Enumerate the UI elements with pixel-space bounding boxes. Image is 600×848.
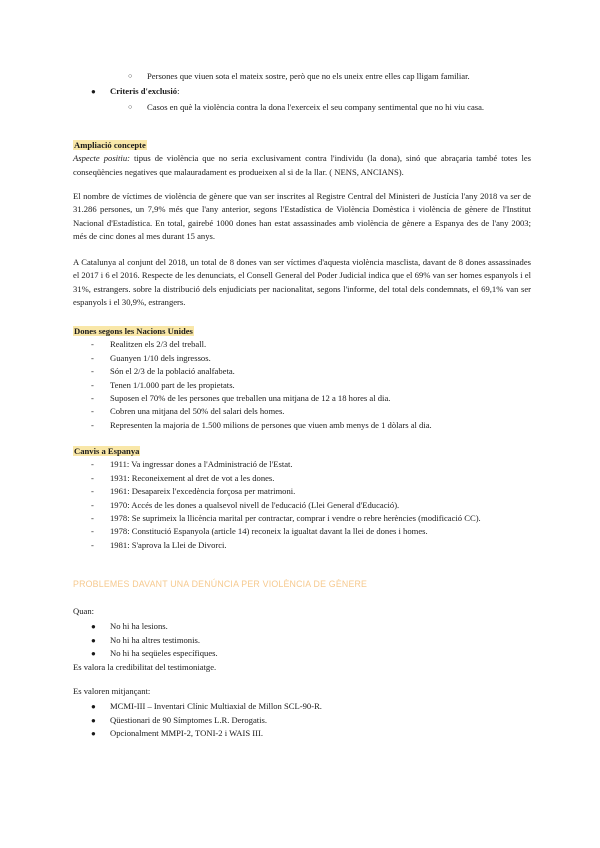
list-item (73, 499, 531, 512)
list-item (73, 512, 531, 525)
bullet-icon: ● (91, 622, 96, 632)
list-item (73, 405, 531, 418)
dash-icon: - (91, 459, 94, 470)
dash-icon: - (91, 406, 94, 417)
list-item (73, 472, 531, 485)
list-item (73, 392, 531, 405)
list-item-text: Tenen 1/1.000 part de les propietats. (110, 379, 235, 390)
bullet-icon: ● (91, 635, 96, 645)
canvis-list (73, 458, 531, 552)
list-item-text: 1978: Se suprimeix la llicència marital per contractar, comprar i vendre o rebre herències (modificació CC). (110, 513, 481, 524)
colon: : (177, 86, 180, 97)
list-item-text: 1911: Va ingressar dones a l'Administració de l'Estat. (110, 459, 293, 470)
list-item (73, 620, 531, 633)
nacions-list (73, 338, 531, 432)
list-item (73, 85, 531, 98)
list-item-text: Guanyen 1/10 dels ingressos. (110, 352, 211, 363)
list-item (73, 70, 531, 83)
list-item-text: Persones que viuen sota el mateix sostre, però que no els uneix entre elles cap lligam familiar. (147, 71, 470, 81)
list-item (73, 700, 531, 713)
section-heading: PROBLEMES DAVANT UNA DENÚNCIA PER VIOLÈNCIA DE GÈNERE (73, 579, 368, 589)
list-item (73, 338, 531, 351)
list-item-text: 1931: Reconeixement al dret de vot a les dones. (110, 472, 275, 483)
aspect-text: tipus de violència que no seria exclusivament contra l'individu (la dona), sinó que abraçaria també totes les conseqüències negatives que malauradament es produeixen al si de la llar. ( NENS, ANCIANS). (73, 153, 531, 177)
bullet-icon: ● (91, 87, 96, 97)
exclusion-label: Criteris d'exclusió (110, 86, 178, 97)
list-item-text: 1961: Desapareix l'excedència forçosa per matrimoni. (110, 486, 296, 497)
section-heading: Dones segons les Nacions Unides (74, 326, 193, 336)
quan-label: Quan: (73, 606, 95, 616)
list-item-text: Cobren una mitjana del 50% del salari dels homes. (110, 406, 285, 417)
paragraph: A Catalunya al conjunt del 2018, un total de 8 dones van ser víctimes d'aquesta violència masclista, davant de 8 dones assassinades el 2017 i 6 el 2016. Respecte de les denunciats, el Consell General del Poder Judicial indica que el 69% van ser homes espanyols i el 31%, estrangers. sobre la distribució dels enjudiciats per nacionalitat, segons l'informe, del total dels condemnats, el 69,1% van ser espanyols i el 30,9%, estrangers. (73, 257, 531, 308)
list-item (73, 485, 531, 498)
valoren-label: Es valoren mitjançant: (73, 686, 151, 696)
list-item-text: 1981: S'aprova la Llei de Divorci. (110, 539, 227, 550)
list-item (73, 365, 531, 378)
statistics-paragraph (73, 190, 531, 244)
dash-icon: - (91, 393, 94, 404)
list-item-text: No hi ha altres testimonis. (110, 634, 200, 645)
list-item-text: Opcionalment MMPI-2, TONI-2 i WAIS III. (110, 728, 263, 739)
list-item-text: MCMI-III – Inventari Clínic Multiaxial de Millon SCL-90-R. (110, 701, 322, 712)
dash-icon: - (91, 352, 94, 363)
list-item (73, 379, 531, 392)
canvis-section (73, 445, 531, 552)
list-item (73, 458, 531, 471)
list-item-text: Són el 2/3 de la població analfabeta. (110, 366, 235, 377)
aspect-label: Aspecte positiu: (73, 153, 130, 164)
credibilitat-text: Es valora la credibilitat del testimoniatge. (73, 661, 217, 672)
catalunya-paragraph (73, 256, 531, 310)
dash-icon: - (91, 379, 94, 390)
bullet-icon: ● (91, 649, 96, 659)
dash-icon: - (91, 539, 94, 550)
list-item-text: Realitzen els 2/3 del treball. (110, 339, 207, 350)
list-item (73, 634, 531, 647)
bullet-icon: ● (91, 715, 96, 725)
list-item (73, 101, 531, 114)
list-item-text: Representen la majoria de 1.500 milions de persones que viuen amb menys de 1 dòlars al dia. (110, 419, 432, 430)
valoren-block (73, 685, 531, 741)
list-item-text: No hi ha seqüeles específiques. (110, 648, 218, 659)
list-item (73, 419, 531, 432)
dash-icon: - (91, 339, 94, 350)
valoren-list (73, 700, 531, 740)
circle-bullet-icon: ○ (128, 102, 133, 111)
list-item-text: 1978: Constitució Espanyola (article 14) reconeix la igualtat davant la llei de dones i homes. (110, 526, 428, 537)
list-item (73, 525, 531, 538)
list-item-text: 1970: Accés de les dones a qualsevol nivell de l'educació (Llei General d'Educació). (110, 499, 400, 510)
list-item-text: Casos en què la violència contra la dona l'exerceix el seu company sentimental que no hi viu casa. (147, 101, 485, 112)
list-item-text: Qüestionari de 90 Símptomes L.R. Derogatis. (110, 714, 268, 725)
paragraph: El nombre de víctimes de violència de gènere que van ser inscrites al Registre Central del Ministeri de Justícia l'any 2018 va ser de 31.286 persones, un 7,9% més que l'any anterior, segons l'Estadística de Violència Domèstica i violència de gènere de l'Institut Nacional d'Estadística. En total, gairebé 1000 dones han estat assassinades amb violència de gènere a Espanya des de l'any 2003; més de cinc dones al mes durant 15 anys. (73, 191, 531, 242)
problemes-section (73, 578, 531, 591)
list-item-text: Suposen el 70% de les persones que treballen una mitjana de 12 a 18 hores al dia. (110, 393, 391, 404)
list-item (73, 647, 531, 660)
quan-block (73, 605, 531, 674)
ampliacio-section (73, 139, 531, 179)
bullet-icon: ● (91, 702, 96, 712)
dash-icon: - (91, 526, 94, 537)
nacions-section (73, 325, 531, 432)
dash-icon: - (91, 513, 94, 524)
section-heading: Canvis a Espanya (74, 446, 140, 456)
list-item (73, 539, 531, 552)
dash-icon: - (91, 499, 94, 510)
list-item (73, 352, 531, 365)
inclusion-continuation (73, 70, 531, 114)
dash-icon: - (91, 419, 94, 430)
list-item-text: No hi ha lesions. (110, 621, 168, 632)
section-heading: Ampliació concepte (74, 140, 146, 150)
list-item (73, 727, 531, 740)
dash-icon: - (91, 366, 94, 377)
quan-list (73, 620, 531, 660)
dash-icon: - (91, 472, 94, 483)
list-item (73, 714, 531, 727)
dash-icon: - (91, 486, 94, 497)
bullet-icon: ● (91, 729, 96, 739)
circle-bullet-icon: ○ (128, 72, 133, 80)
